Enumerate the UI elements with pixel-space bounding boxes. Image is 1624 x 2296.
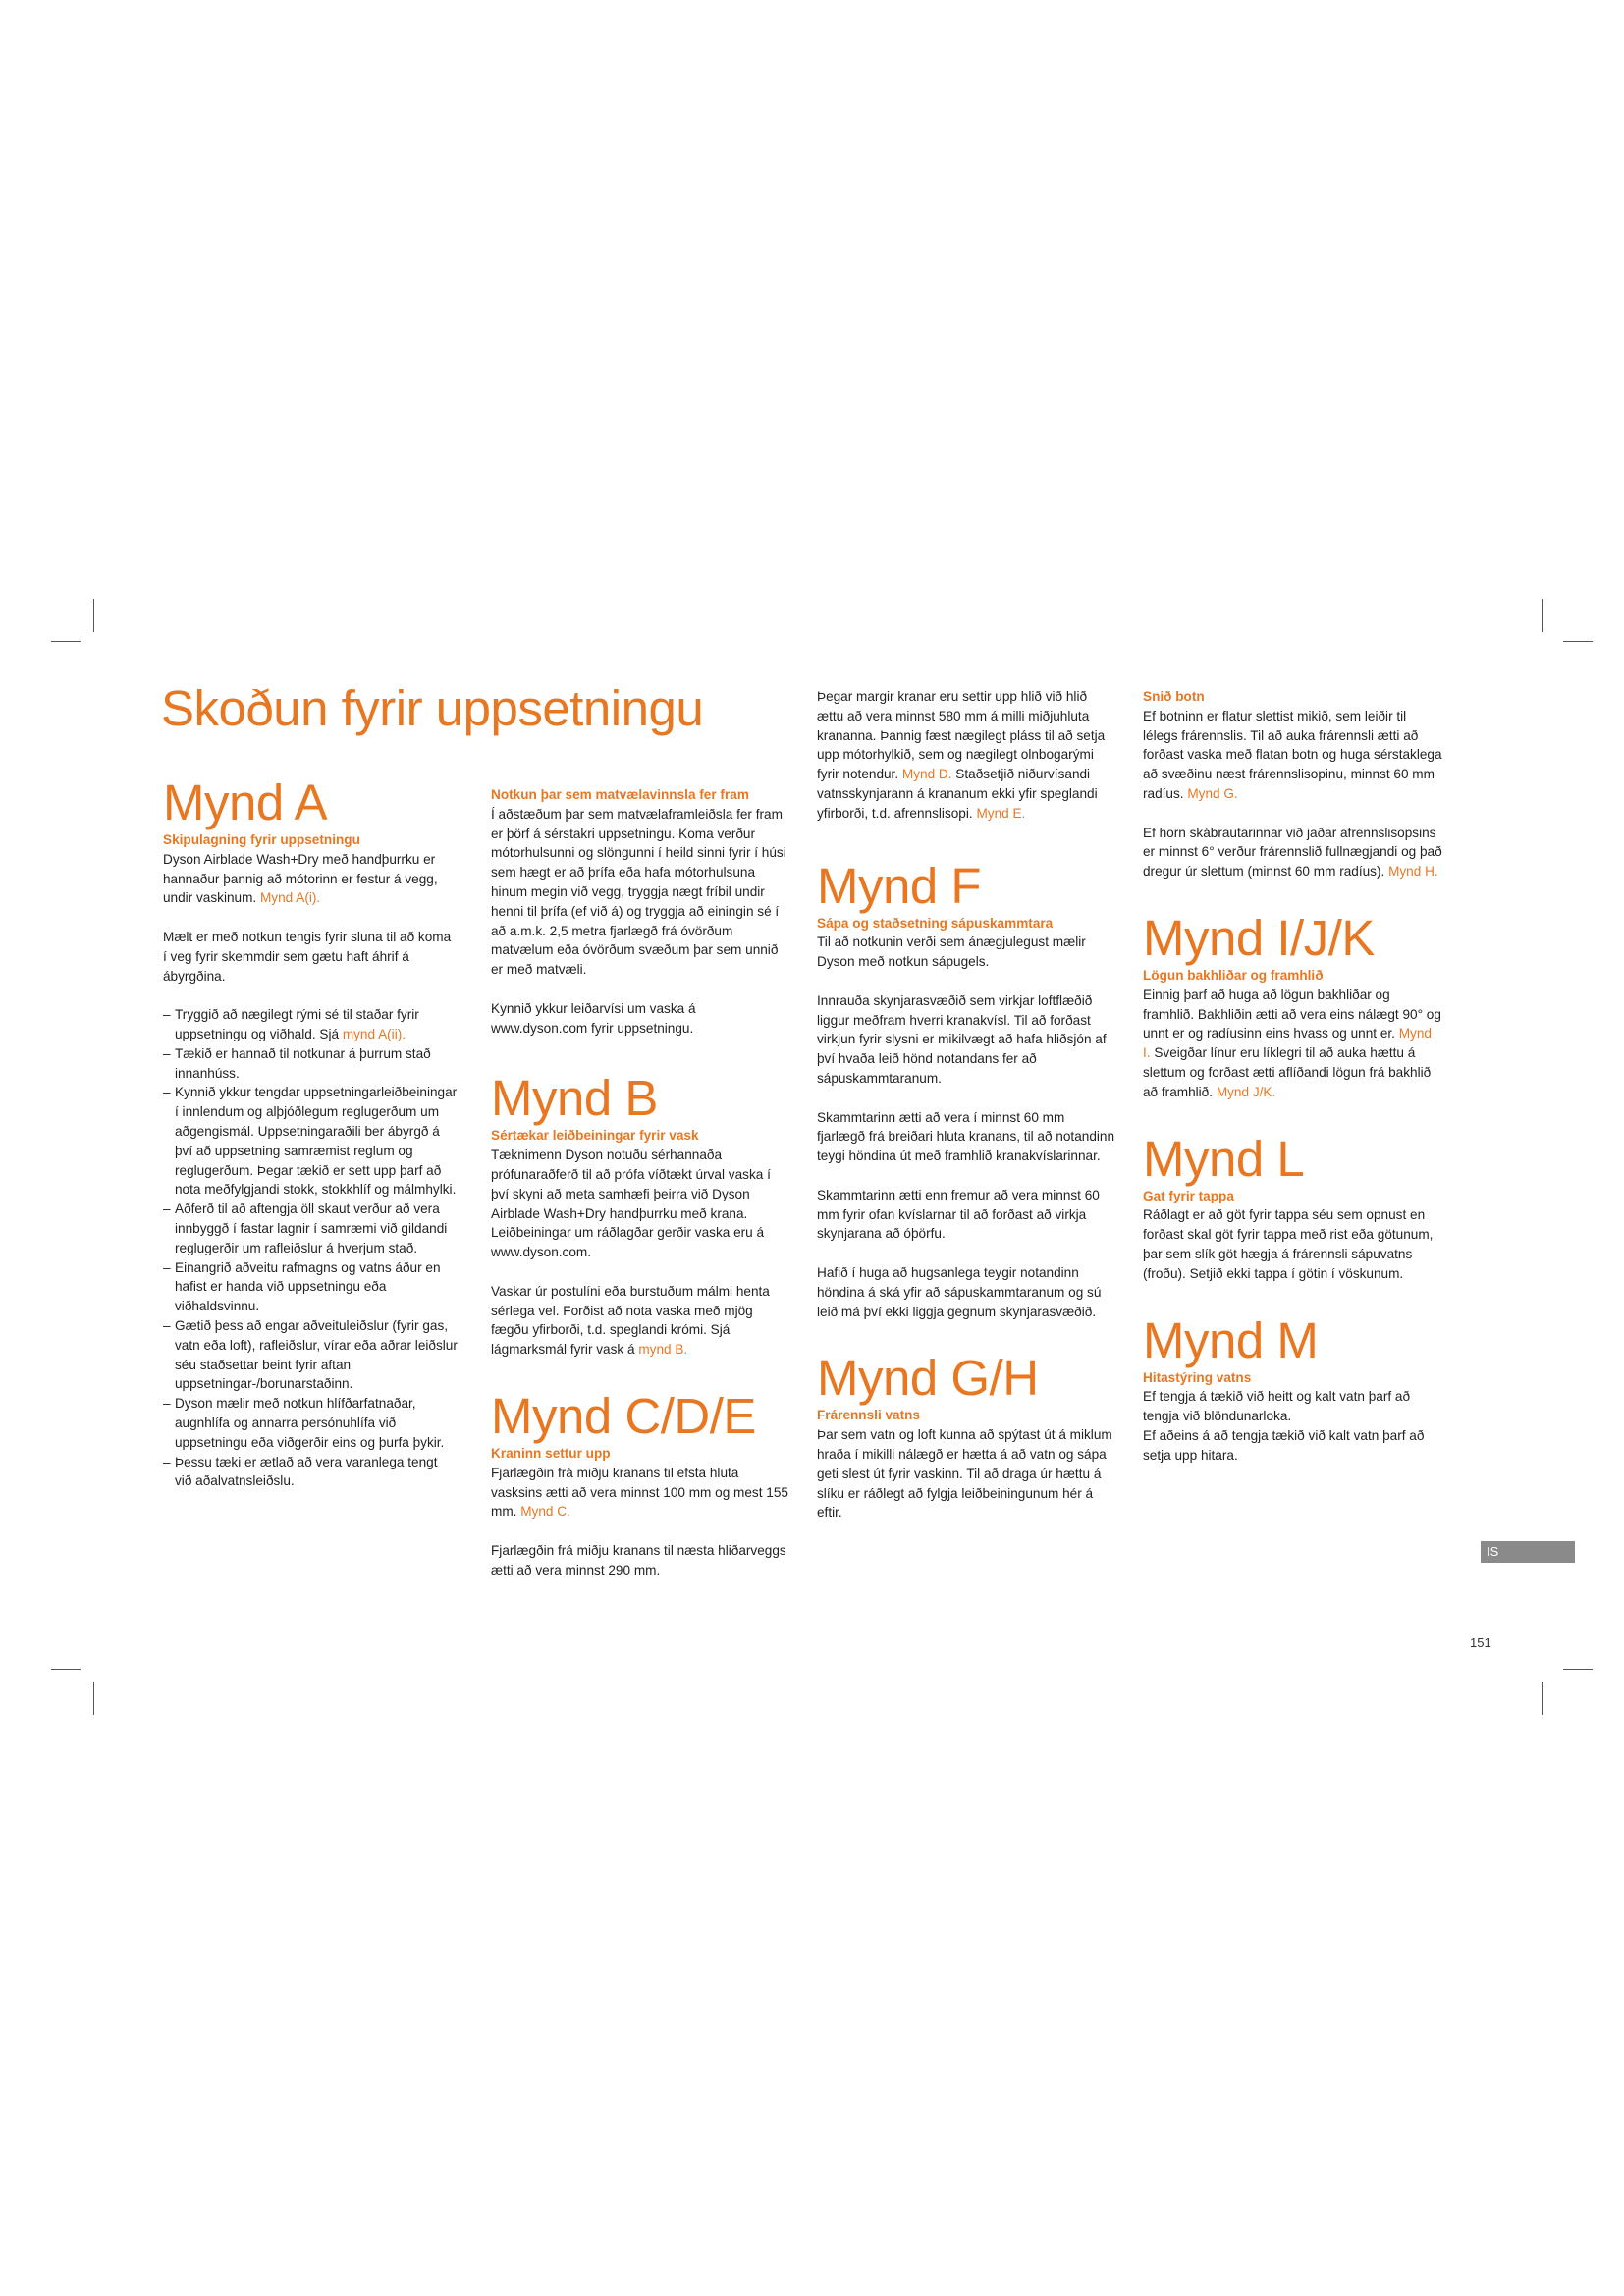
page-number: 151 (1470, 1635, 1491, 1650)
paragraph-multiple-taps: Þegar margir kranar eru settir upp hlið við hlið ættu að vera minnst 580 mm á milli miðjuhluta krananna. Þannig fæst nægilegt pláss til að setja upp mótorhylkið, sem og nægilegt olnbogarými fyrir notendur. Mynd D. Staðsetjið niðurvísandi vatnsskynjarann á krananum ekki yfir speglandi yfirborði, t.d. afrennslisopi. Mynd E. (817, 689, 1106, 821)
crop-mark (51, 1669, 81, 1670)
paragraph-bottom-2: Ef horn skábrautarinnar við jaðar afrennslisopsins er minnst 6° verður frárennslið fullnægjandi og það dregur úr slettum (minnst 60 mm radíus). Mynd H. (1143, 825, 1442, 880)
page-title: Skoðun fyrir uppsetningu (161, 680, 704, 736)
paragraph-soap-3: Skammtarinn ætti að vera í minnst 60 mm fjarlægð frá breiðari hluta kranans, til að notandinn teygi höndina út með framhlið kranakvíslarinnar. (817, 1109, 1115, 1164)
crop-mark (51, 641, 81, 642)
subheading-drain: Frárennsli vatns (817, 1408, 921, 1423)
heading-mynd-m: Mynd M (1143, 1311, 1319, 1368)
crop-mark (1563, 1669, 1593, 1670)
paragraph-sink-2: Vaskar úr postulíni eða burstuðum málmi henta sérlega vel. Forðist að nota vaska með mjög fægðu yfirborði, t.d. speglandi krómi. Sjá lágmarksmál fyrir vask á mynd B. (491, 1283, 770, 1358)
heading-mynd-gh: Mynd G/H (817, 1350, 1039, 1407)
paragraph-drain: Þar sem vatn og loft kunna að spýtast út á miklum hraða í mikilli nálægð er hætta á að vatn og sápa geti slest út fyrir vaskinn. Til að draga úr hættu á slíku er ráðlegt að fylgja leiðbeiningunum hér á eftir. (817, 1427, 1112, 1521)
heading-mynd-cde: Mynd C/D/E (491, 1387, 756, 1444)
heading-mynd-ijk: Mynd I/J/K (1143, 909, 1375, 966)
subheading-bottom: Snið botn (1143, 689, 1205, 704)
crop-mark (1542, 599, 1543, 632)
paragraph-soap-1: Til að notkunin verði sem ánægjulegust mælir Dyson með notkun sápugels. (817, 934, 1086, 970)
crop-mark (93, 1682, 94, 1715)
list-item: – Kynnið ykkur tengdar uppsetningarleiðbeiningar í innlendum og alþjóðlegum reglugerðum um aðgengismál. Uppsetningaraðili ber ábyrgð á því að uppsetning samræmist reglum og reglugerðum. Þegar tækið er sett upp þarf að nota meðfylgjandi stokk, stokkhlíf og málmhylki. (175, 1083, 458, 1200)
paragraph-soap-4: Skammtarinn ætti enn fremur að vera minnst 60 mm fyrir ofan kvíslarnar til að forðast að virkja skynjarana að óþörfu. (817, 1187, 1100, 1242)
paragraph-sink-1: Tæknimenn Dyson notuðu sérhannaða prófunaraðferð til að prófa víðtækt úrval vaska í því skyni að meta samhæfi þeirra við Dyson Airblade Wash+Dry handþurrku með krana. Leiðbeiningar um ráðlagðar gerðir vaska eru á www.dyson.com. (491, 1148, 771, 1260)
crop-mark (1563, 641, 1593, 642)
column-4 (1143, 687, 1442, 1466)
heading-mynd-f: Mynd F (817, 857, 982, 914)
paragraph-plug: Ráðlagt er að göt fyrir tappa séu sem opnust en forðast skal göt fyrir tappa með rist eða götunum, þar sem slík göt hægja á frárennsli sápuvatns (froðu). Setjið ekki tappa í götin í vöskunum. (1143, 1207, 1434, 1281)
subheading-sink: Sértækar leiðbeiningar fyrir vask (491, 1128, 699, 1144)
list-item: – Þessu tæki er ætlað að vera varanlega tengt við aðalvatnsleiðslu. (175, 1453, 458, 1492)
paragraph-soap-2: Innrauða skynjarasvæðið sem virkjar loftflæðið liggur meðfram hverri kranakvísl. Til að forðast virkjun fyrir slysni er mikilvægt að hafa hliðsjón af því hvaða leið hönd notandans fer að sápuskammtaranum. (817, 992, 1107, 1086)
subheading-food: Notkun þar sem matvælavinnsla fer fram (491, 787, 749, 802)
subheading-planning: Skipulagning fyrir uppsetningu (163, 832, 360, 847)
paragraph-sluna: Mælt er með notkun tengis fyrir sluna til að koma í veg fyrir skemmdir sem gætu haft áhrif á ábyrgðina. (163, 929, 452, 984)
list-item: – Tryggið að nægilegt rými sé til staðar fyrir uppsetningu og viðhald. Sjá mynd A(ii). (175, 1005, 458, 1044)
column-3 (817, 687, 1116, 1522)
subheading-plug: Gat fyrir tappa (1143, 1188, 1234, 1203)
heading-mynd-a: Mynd A (163, 774, 328, 830)
paragraph-tap-2: Fjarlægðin frá miðju kranans til næsta hliðarveggs ætti að vera minnst 290 mm. (491, 1542, 786, 1577)
language-tab: IS (1481, 1541, 1575, 1563)
column-1 (163, 775, 458, 1491)
list-item: – Tækið er hannað til notkunar á þurrum stað innanhúss. (175, 1044, 458, 1084)
heading-mynd-b: Mynd B (491, 1070, 658, 1127)
paragraph-shape: Einnig þarf að huga að lögun bakhliðar og framhlið. Bakhliðin ætti að vera eins nálægt 90° og unnt er og radíusinn eins hvass og unnt er. Mynd I. Sveigðar línur eru líklegri til að auka hættu á slettum og forðast ætti aflíðandi lögun frá bakhlið að framhlið. Mynd J/K. (1143, 987, 1441, 1099)
paragraph-dyson: Kynnið ykkur leiðarvísi um vaska á www.dyson.com fyrir uppsetningu. (491, 1000, 696, 1036)
paragraph-bottom-1: Ef botninn er flatur slettist mikið, sem leiðir til lélegs frárennslis. Til að auka frárennsli ætti að forðast vaska með flatan botn og huga sérstaklega að svæðinu næst frárennslisopinu, minnst 60 mm radíus. Mynd G. (1143, 708, 1442, 801)
requirements-list (163, 1005, 458, 1491)
paragraph-intro: Dyson Airblade Wash+Dry með handþurrku er hannaður þannig að mótorinn er festur á vegg, undir vaskinum. Mynd A(i). (163, 851, 438, 906)
heading-mynd-l: Mynd L (1143, 1130, 1305, 1187)
subheading-temperature: Hitastýring vatns (1143, 1369, 1252, 1385)
paragraph-tap-1: Fjarlægðin frá miðju kranans til efsta hluta vasksins ætti að vera minnst 100 mm og mest 155 mm. Mynd C. (491, 1465, 788, 1520)
paragraph-temperature-2: Ef aðeins á að tengja tækið við kalt vatn þarf að setja upp hitara. (1143, 1427, 1425, 1463)
crop-mark (1542, 1682, 1543, 1715)
paragraph-food: Í aðstæðum þar sem matvælaframleiðsla fer fram er þörf á sérstakri uppsetningu. Koma verður mótorhulsunni og slöngunni í heild sinni fyrir í húsi sem hægt er að þrífa eða hafa mótorhulsuna hinum megin við vegg, tryggja nægt fríbil undir henni til þrífa (ef við á) og tryggja að einingin sé í að a.m.k. 2,5 metra fjarlægð frá óvörðum matvælum eða óvörðum svæðum þar sem unnið er með matvæli. (491, 806, 786, 978)
subheading-soap: Sápa og staðsetning sápuskammtara (817, 915, 1054, 931)
subheading-tap: Kraninn settur upp (491, 1445, 611, 1461)
column-2 (491, 785, 790, 1580)
list-item: – Gætið þess að engar aðveituleiðslur (fyrir gas, vatn eða loft), rafleiðslur, vírar eða aðrar leiðslur séu staðsettar beint fyrir aftan uppsetningar-/borunarstaðinn. (175, 1316, 458, 1394)
paragraph-soap-5: Hafið í huga að hugsanlega teygir notandinn höndina á ská yfir að sápuskammtaranum og sú leið má því ekki liggja gegnum skynjarasvæðið. (817, 1264, 1102, 1319)
crop-mark (93, 599, 94, 632)
list-item: – Dyson mælir með notkun hlífðarfatnaðar, augnhlífa og annarra persónuhlífa við uppsetningu eða viðgerðir eins og þurfa þykir. (175, 1394, 458, 1452)
list-item: – Aðferð til að aftengja öll skaut verður að vera innbyggð í fastar lagnir í samræmi við gildandi reglugerðir um rafleiðslur á hverjum stað. (175, 1200, 458, 1257)
subheading-shape: Lögun bakhliðar og framhlið (1143, 967, 1324, 983)
paragraph-temperature-1: Ef tengja á tækið við heitt og kalt vatn þarf að tengja við blöndunarloka. (1143, 1389, 1411, 1424)
list-item: – Einangrið aðveitu rafmagns og vatns áður en hafist er handa við uppsetningu eða viðhaldsvinnu. (175, 1258, 458, 1316)
